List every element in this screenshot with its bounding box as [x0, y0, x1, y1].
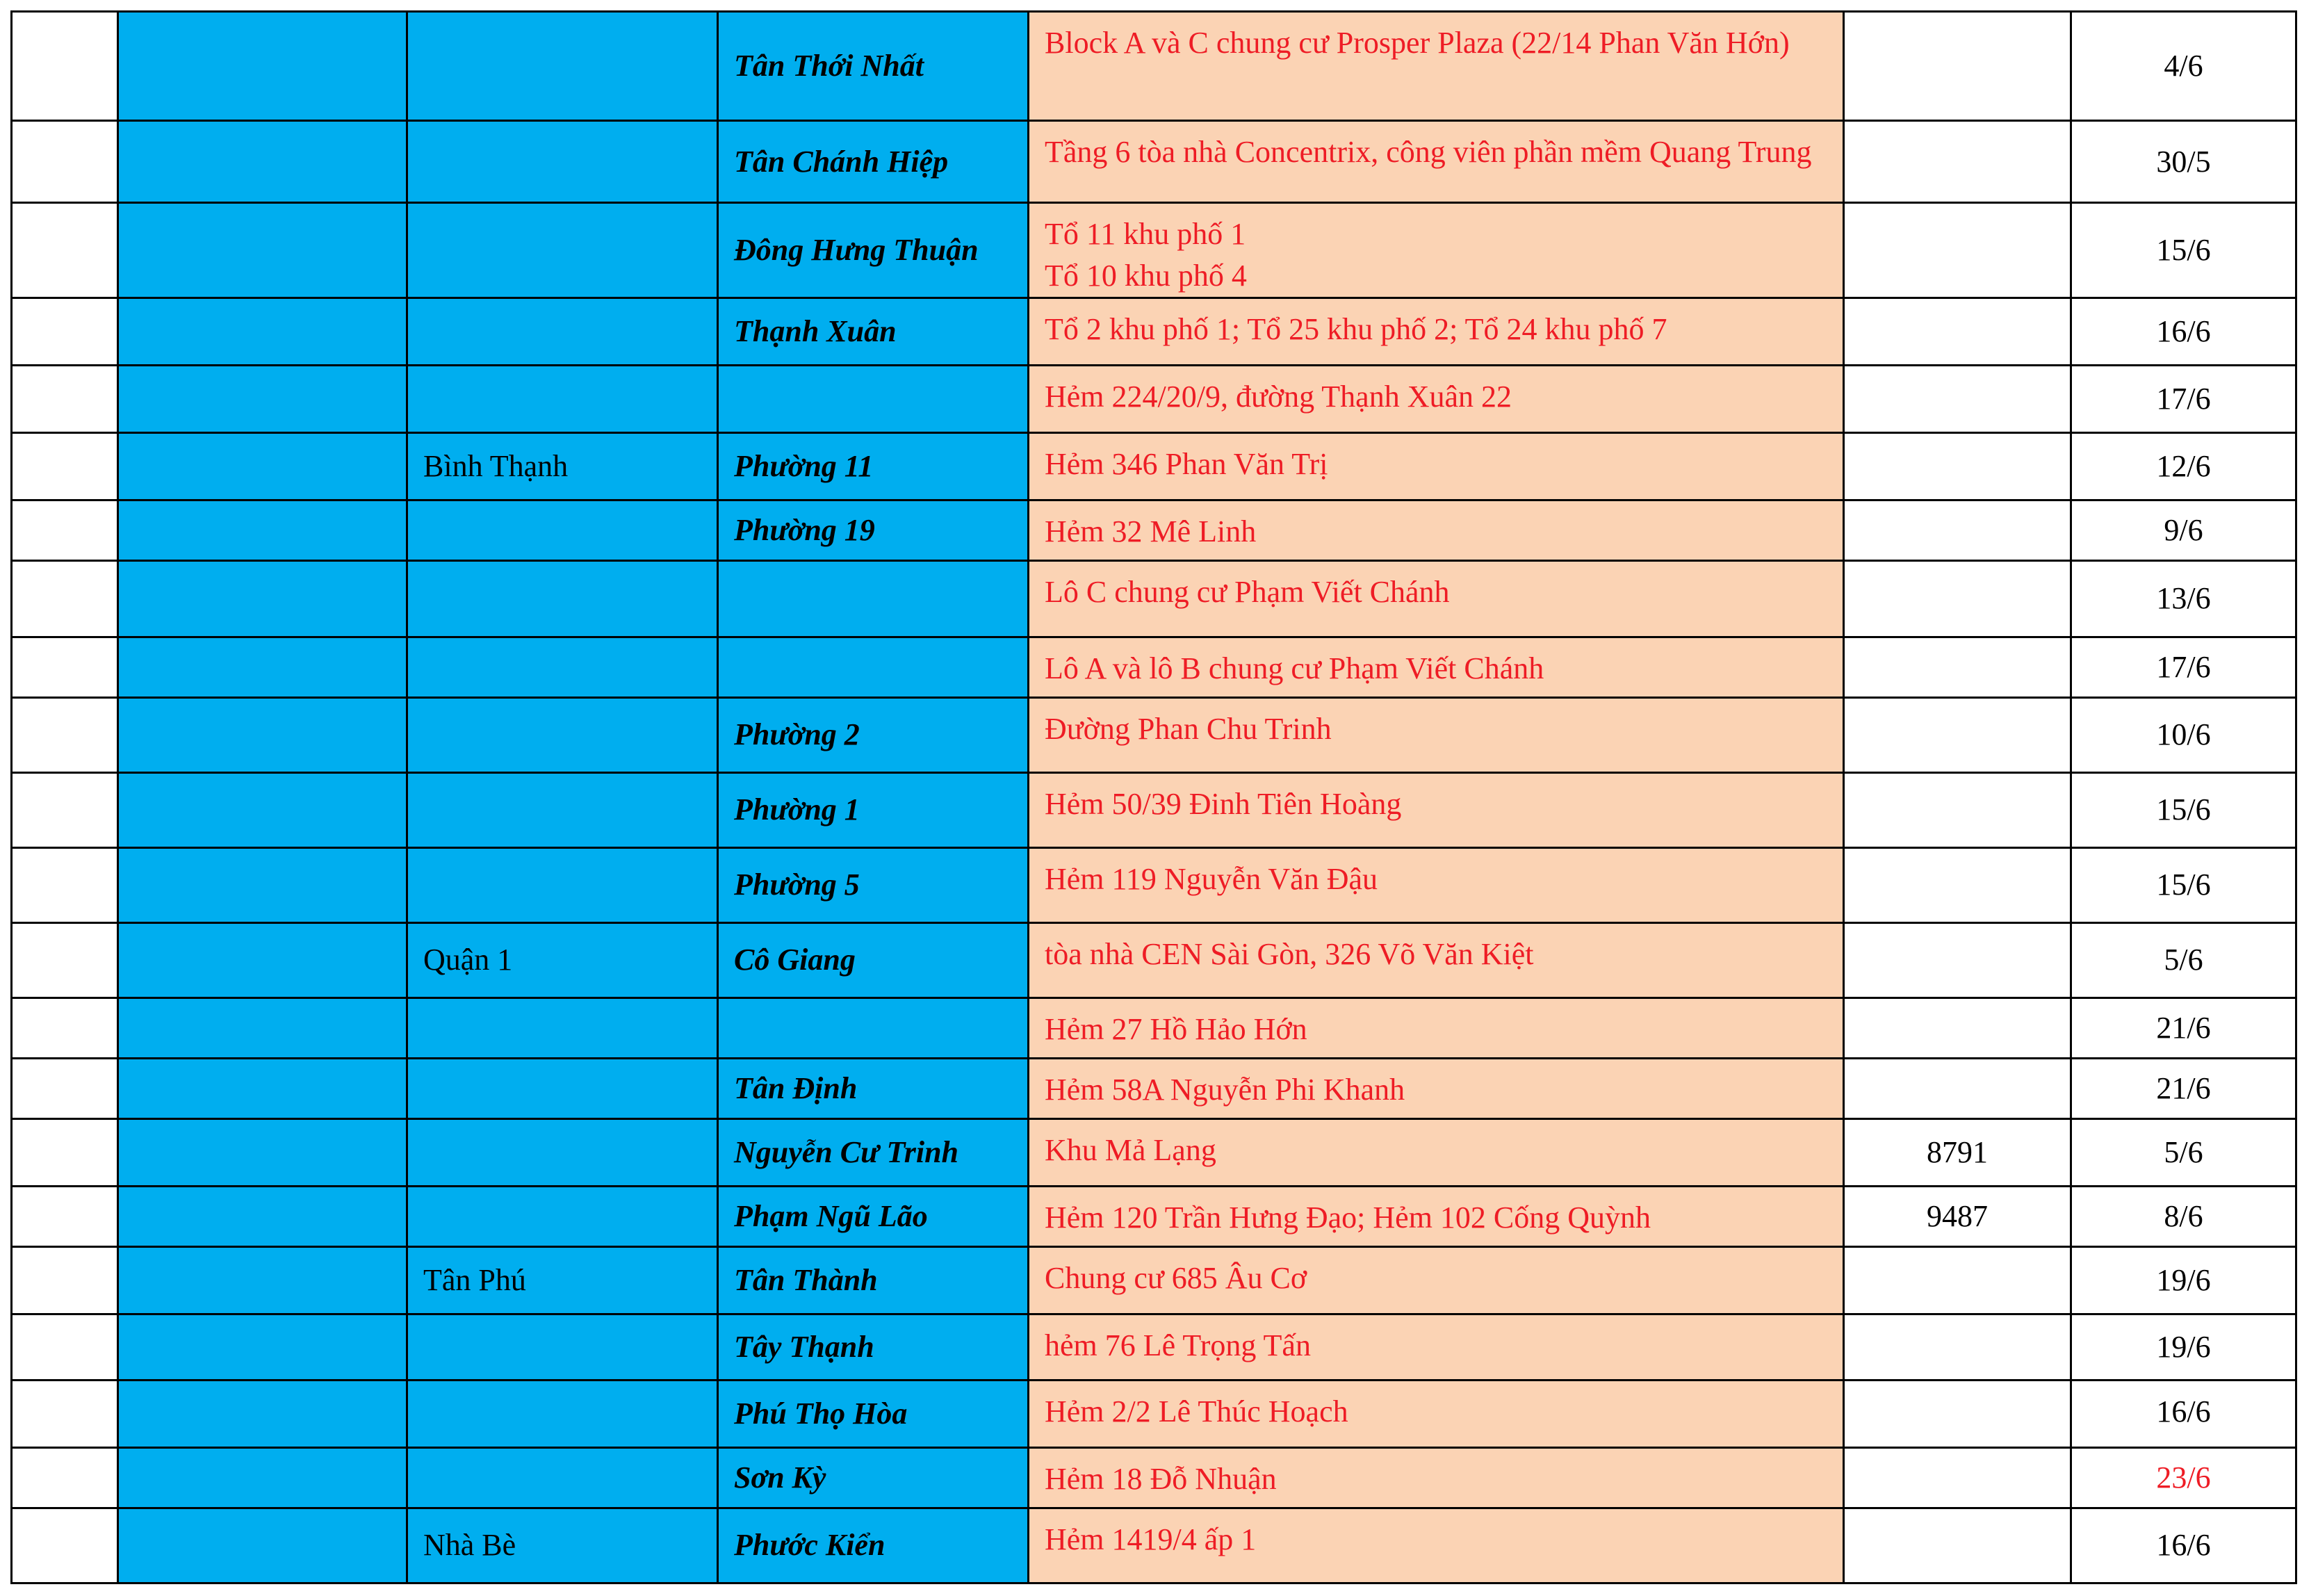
date-cell: 12/6	[2071, 432, 2296, 500]
outbreak-locations-table	[10, 10, 2297, 1584]
index-cell	[12, 697, 118, 772]
table-row	[12, 697, 2296, 772]
district-cell	[407, 1118, 718, 1186]
blue-cell	[118, 697, 407, 772]
date-cell: 5/6	[2071, 922, 2296, 997]
table-row	[12, 997, 2296, 1058]
ward-cell	[718, 365, 1029, 432]
blue-cell	[118, 203, 407, 298]
location-cell: Hẻm 119 Nguyễn Văn Đậu	[1029, 847, 1844, 922]
location-cell: Lô C chung cư Phạm Viết Chánh	[1029, 560, 1844, 637]
district-cell: Bình Thạnh	[407, 432, 718, 500]
location-cell: Hẻm 27 Hồ Hảo Hớn	[1029, 997, 1844, 1058]
location-cell: tòa nhà CEN Sài Gòn, 326 Võ Văn Kiệt	[1029, 922, 1844, 997]
index-cell	[12, 298, 118, 365]
code-cell	[1844, 847, 2071, 922]
ward-cell: Phường 19	[718, 500, 1029, 560]
blue-cell	[118, 1314, 407, 1380]
code-cell	[1844, 1246, 2071, 1314]
blue-cell	[118, 1186, 407, 1246]
index-cell	[12, 1058, 118, 1118]
date-cell: 17/6	[2071, 637, 2296, 697]
location-cell: Tổ 2 khu phố 1; Tổ 25 khu phố 2; Tổ 24 khu phố 7	[1029, 298, 1844, 365]
ward-cell: Nguyễn Cư Trinh	[718, 1118, 1029, 1186]
table-row	[12, 298, 2296, 365]
blue-cell	[118, 121, 407, 203]
location-cell: Hẻm 1419/4 ấp 1	[1029, 1508, 1844, 1583]
ward-cell: Phường 2	[718, 697, 1029, 772]
blue-cell	[118, 298, 407, 365]
index-cell	[12, 500, 118, 560]
date-cell: 15/6	[2071, 203, 2296, 298]
date-cell: 19/6	[2071, 1246, 2296, 1314]
date-cell: 16/6	[2071, 1508, 2296, 1583]
district-cell	[407, 697, 718, 772]
location-cell: Hẻm 50/39 Đinh Tiên Hoàng	[1029, 772, 1844, 847]
date-cell: 16/6	[2071, 298, 2296, 365]
ward-cell: Cô Giang	[718, 922, 1029, 997]
table-row	[12, 922, 2296, 997]
code-cell	[1844, 1058, 2071, 1118]
date-cell: 15/6	[2071, 847, 2296, 922]
ward-cell: Đông Hưng Thuận	[718, 203, 1029, 298]
blue-cell	[118, 365, 407, 432]
blue-cell	[118, 1380, 407, 1447]
blue-cell	[118, 847, 407, 922]
index-cell	[12, 1314, 118, 1380]
ward-cell: Phường 11	[718, 432, 1029, 500]
table-row	[12, 121, 2296, 203]
district-cell	[407, 772, 718, 847]
location-cell: Khu Mả Lạng	[1029, 1118, 1844, 1186]
date-cell: 17/6	[2071, 365, 2296, 432]
code-cell	[1844, 500, 2071, 560]
ward-cell	[718, 997, 1029, 1058]
code-cell	[1844, 697, 2071, 772]
district-cell	[407, 1186, 718, 1246]
location-cell: Block A và C chung cư Prosper Plaza (22/14 Phan Văn Hớn)	[1029, 12, 1844, 121]
blue-cell	[118, 1118, 407, 1186]
district-cell: Nhà Bè	[407, 1508, 718, 1583]
index-cell	[12, 432, 118, 500]
index-cell	[12, 203, 118, 298]
code-cell	[1844, 121, 2071, 203]
table-row	[12, 432, 2296, 500]
district-cell	[407, 203, 718, 298]
index-cell	[12, 121, 118, 203]
district-cell	[407, 365, 718, 432]
location-cell: Hẻm 120 Trần Hưng Đạo; Hẻm 102 Cống Quỳnh	[1029, 1186, 1844, 1246]
table-row	[12, 1118, 2296, 1186]
index-cell	[12, 560, 118, 637]
district-cell	[407, 12, 718, 121]
location-cell: Tầng 6 tòa nhà Concentrix, công viên phần mềm Quang Trung	[1029, 121, 1844, 203]
blue-cell	[118, 560, 407, 637]
district-cell	[407, 997, 718, 1058]
blue-cell	[118, 1508, 407, 1583]
date-cell: 23/6	[2071, 1447, 2296, 1508]
district-cell	[407, 298, 718, 365]
date-cell: 4/6	[2071, 12, 2296, 121]
code-cell	[1844, 1380, 2071, 1447]
table-row	[12, 1186, 2296, 1246]
date-cell: 15/6	[2071, 772, 2296, 847]
index-cell	[12, 12, 118, 121]
blue-cell	[118, 772, 407, 847]
code-cell	[1844, 560, 2071, 637]
district-cell: Tân Phú	[407, 1246, 718, 1314]
blue-cell	[118, 1058, 407, 1118]
location-cell: Hẻm 32 Mê Linh	[1029, 500, 1844, 560]
district-cell	[407, 847, 718, 922]
code-cell	[1844, 203, 2071, 298]
date-cell: 10/6	[2071, 697, 2296, 772]
location-cell: Tổ 11 khu phố 1 Tổ 10 khu phố 4	[1029, 203, 1844, 298]
ward-cell: Phú Thọ Hòa	[718, 1380, 1029, 1447]
blue-cell	[118, 1447, 407, 1508]
blue-cell	[118, 922, 407, 997]
location-cell: Hẻm 224/20/9, đường Thạnh Xuân 22	[1029, 365, 1844, 432]
location-cell: Chung cư 685 Âu Cơ	[1029, 1246, 1844, 1314]
code-cell	[1844, 298, 2071, 365]
table-row	[12, 500, 2296, 560]
date-cell: 16/6	[2071, 1380, 2296, 1447]
blue-cell	[118, 500, 407, 560]
table-row	[12, 203, 2296, 298]
location-cell: Đường Phan Chu Trinh	[1029, 697, 1844, 772]
date-cell: 13/6	[2071, 560, 2296, 637]
date-cell: 9/6	[2071, 500, 2296, 560]
ward-cell: Sơn Kỳ	[718, 1447, 1029, 1508]
table-row	[12, 1058, 2296, 1118]
date-cell: 21/6	[2071, 1058, 2296, 1118]
location-cell: Hẻm 2/2 Lê Thúc Hoạch	[1029, 1380, 1844, 1447]
code-cell	[1844, 637, 2071, 697]
ward-cell: Tân Chánh Hiệp	[718, 121, 1029, 203]
code-cell	[1844, 922, 2071, 997]
code-cell	[1844, 12, 2071, 121]
code-cell	[1844, 1314, 2071, 1380]
date-cell: 30/5	[2071, 121, 2296, 203]
table-row	[12, 847, 2296, 922]
code-cell: 8791	[1844, 1118, 2071, 1186]
table-row	[12, 1246, 2296, 1314]
index-cell	[12, 1508, 118, 1583]
code-cell	[1844, 1508, 2071, 1583]
blue-cell	[118, 1246, 407, 1314]
index-cell	[12, 922, 118, 997]
code-cell	[1844, 997, 2071, 1058]
ward-cell: Thạnh Xuân	[718, 298, 1029, 365]
district-cell	[407, 560, 718, 637]
index-cell	[12, 772, 118, 847]
blue-cell	[118, 637, 407, 697]
index-cell	[12, 1447, 118, 1508]
ward-cell	[718, 637, 1029, 697]
date-cell: 5/6	[2071, 1118, 2296, 1186]
location-cell: Hẻm 58A Nguyễn Phi Khanh	[1029, 1058, 1844, 1118]
index-cell	[12, 1118, 118, 1186]
district-cell	[407, 1314, 718, 1380]
table-row	[12, 1447, 2296, 1508]
index-cell	[12, 637, 118, 697]
index-cell	[12, 1246, 118, 1314]
district-cell: Quận 1	[407, 922, 718, 997]
code-cell	[1844, 1447, 2071, 1508]
table-row	[12, 560, 2296, 637]
district-cell	[407, 1447, 718, 1508]
location-cell: Hẻm 18 Đỗ Nhuận	[1029, 1447, 1844, 1508]
table-row	[12, 12, 2296, 121]
district-cell	[407, 1058, 718, 1118]
code-cell	[1844, 772, 2071, 847]
table-row	[12, 637, 2296, 697]
blue-cell	[118, 432, 407, 500]
table-row	[12, 1508, 2296, 1583]
code-cell	[1844, 365, 2071, 432]
table-row	[12, 1380, 2296, 1447]
ward-cell: Phường 1	[718, 772, 1029, 847]
date-cell: 19/6	[2071, 1314, 2296, 1380]
ward-cell: Phước Kiển	[718, 1508, 1029, 1583]
table-row	[12, 772, 2296, 847]
ward-cell: Phường 5	[718, 847, 1029, 922]
code-cell: 9487	[1844, 1186, 2071, 1246]
ward-cell: Tân Thới Nhất	[718, 12, 1029, 121]
ward-cell	[718, 560, 1029, 637]
table-row	[12, 1314, 2296, 1380]
date-cell: 8/6	[2071, 1186, 2296, 1246]
index-cell	[12, 365, 118, 432]
ward-cell: Tây Thạnh	[718, 1314, 1029, 1380]
index-cell	[12, 1186, 118, 1246]
ward-cell: Phạm Ngũ Lão	[718, 1186, 1029, 1246]
code-cell	[1844, 432, 2071, 500]
district-cell	[407, 1380, 718, 1447]
date-cell: 21/6	[2071, 997, 2296, 1058]
ward-cell: Tân Định	[718, 1058, 1029, 1118]
location-cell: Hẻm 346 Phan Văn Trị	[1029, 432, 1844, 500]
ward-cell: Tân Thành	[718, 1246, 1029, 1314]
blue-cell	[118, 12, 407, 121]
location-cell: hẻm 76 Lê Trọng Tấn	[1029, 1314, 1844, 1380]
location-cell: Lô A và lô B chung cư Phạm Viết Chánh	[1029, 637, 1844, 697]
district-cell	[407, 500, 718, 560]
district-cell	[407, 637, 718, 697]
index-cell	[12, 997, 118, 1058]
district-cell	[407, 121, 718, 203]
table-row	[12, 365, 2296, 432]
blue-cell	[118, 997, 407, 1058]
index-cell	[12, 1380, 118, 1447]
index-cell	[12, 847, 118, 922]
